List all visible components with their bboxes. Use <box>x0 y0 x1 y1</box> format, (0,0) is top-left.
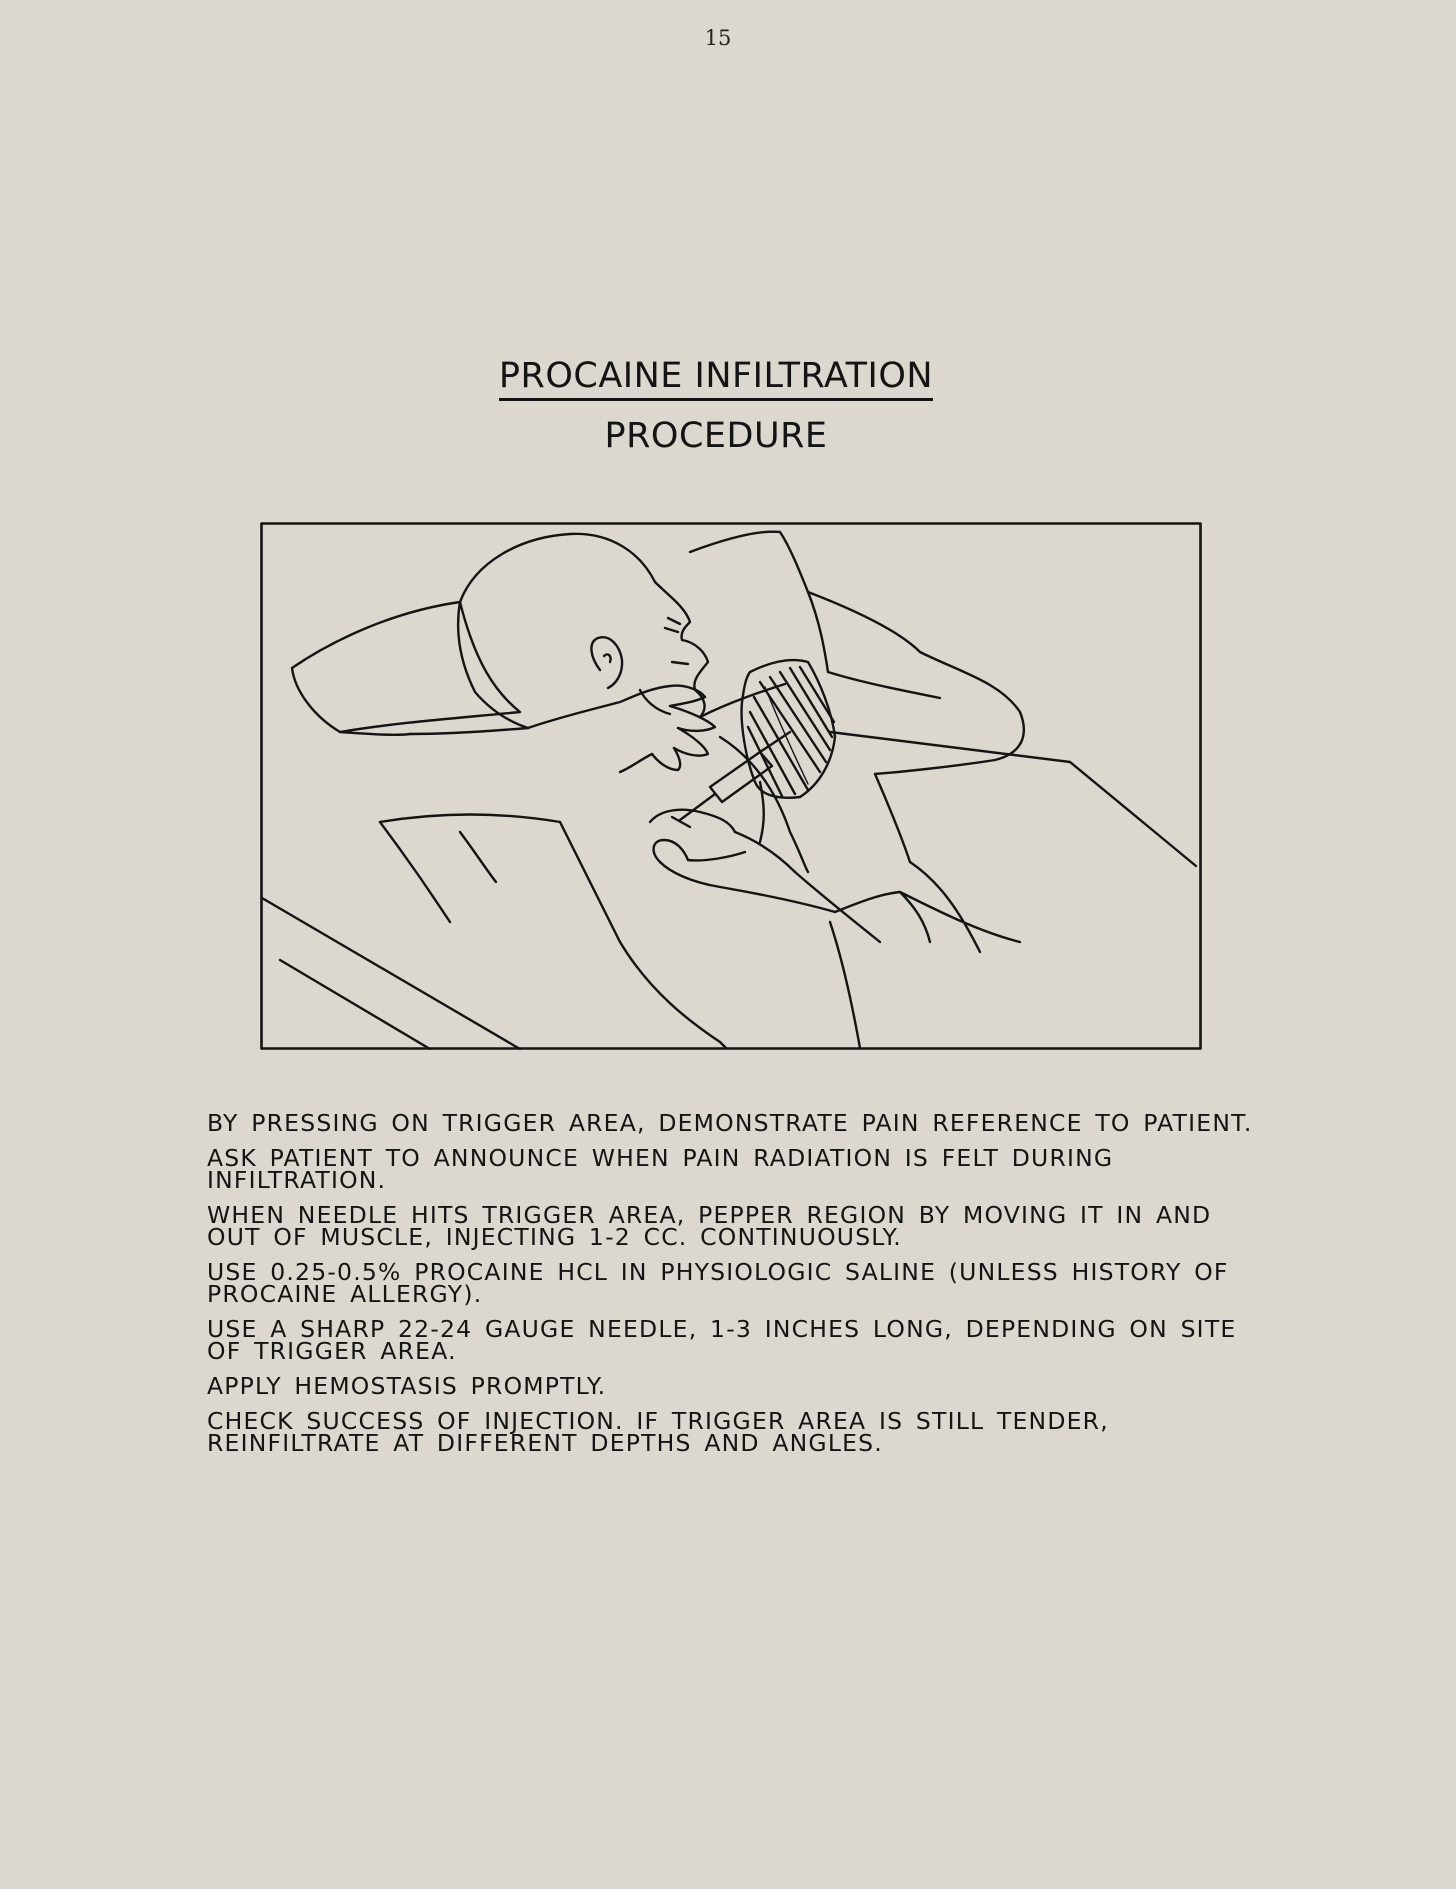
page-number: 15 <box>704 26 732 50</box>
instruction-item: USE 0.25-0.5% PROCAINE HCL IN PHYSIOLOGIC SALINE (UNLESS HISTORY OF PROCAINE ALLERGY). <box>207 1258 1229 1308</box>
page-title-line-1: PROCAINE INFILTRATION <box>499 356 933 401</box>
instruction-item: APPLY HEMOSTASIS PROMPTLY. <box>207 1372 607 1400</box>
patient-injection-illustration-icon <box>260 522 1202 1050</box>
page-subtitle: PROCEDURE <box>604 416 828 456</box>
instruction-item: USE A SHARP 22-24 GAUGE NEEDLE, 1-3 INCHES LONG, DEPENDING ON SITE OF TRIGGER AREA. <box>207 1315 1237 1365</box>
instruction-item: WHEN NEEDLE HITS TRIGGER AREA, PEPPER REGION BY MOVING IT IN AND OUT OF MUSCLE, INJECTING 1-2 CC. CONTINUOUSLY. <box>207 1201 1212 1251</box>
instruction-item: ASK PATIENT TO ANNOUNCE WHEN PAIN RADIATION IS FELT DURING INFILTRATION. <box>207 1144 1114 1194</box>
instructions-list <box>207 1109 1257 1467</box>
instruction-item: BY PRESSING ON TRIGGER AREA, DEMONSTRATE PAIN REFERENCE TO PATIENT. <box>207 1109 1253 1137</box>
page-title <box>0 356 1432 396</box>
instruction-item: CHECK SUCCESS OF INJECTION. IF TRIGGER AREA IS STILL TENDER, REINFILTRATE AT DIFFERENT DEPTHS AND ANGLES. <box>207 1407 1109 1457</box>
